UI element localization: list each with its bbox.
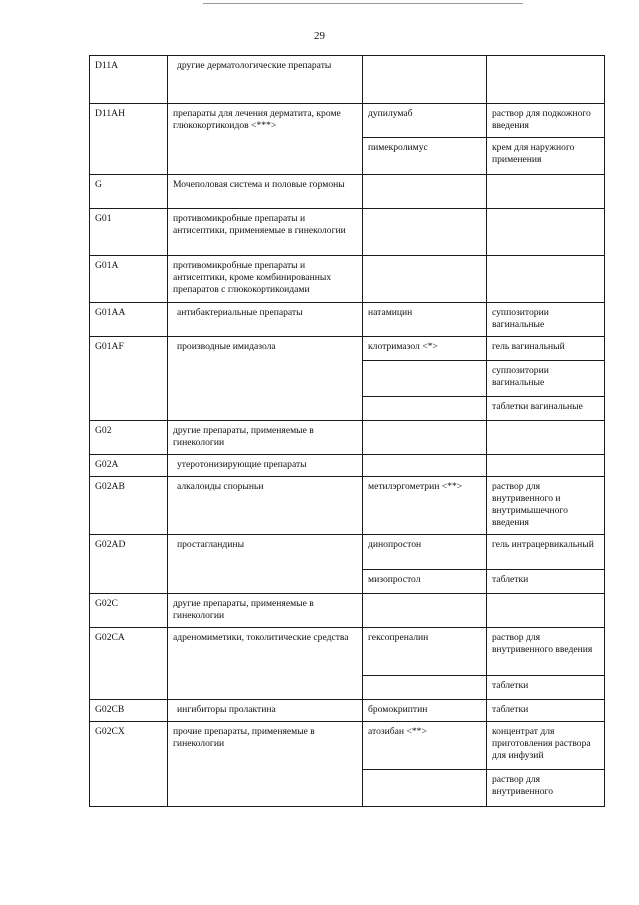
- drug-name-cell: [363, 361, 487, 397]
- atc-code-cell: G02: [90, 421, 168, 455]
- dosage-form-cell: раствор для внутривенного и внутримышечного введения: [487, 477, 605, 535]
- dosage-form-cell: таблетки: [487, 676, 605, 700]
- table-row: [90, 455, 605, 477]
- atc-name-cell: простагландины: [168, 535, 363, 594]
- atc-code-cell: G02CA: [90, 628, 168, 700]
- dosage-form-cell: концентрат для приготовления раствора для инфузий: [487, 722, 605, 770]
- dosage-form-cell: гель вагинальный: [487, 337, 605, 361]
- atc-name-cell: утеротонизирующие препараты: [168, 455, 363, 477]
- drug-name-cell: динопростон: [363, 535, 487, 570]
- atc-name-cell: алкалоиды спорыньи: [168, 477, 363, 535]
- table-row: [90, 722, 605, 770]
- drug-name-cell: гексопреналин: [363, 628, 487, 676]
- table-row: [90, 303, 605, 337]
- atc-code-cell: G02AD: [90, 535, 168, 594]
- table-row: [90, 56, 605, 104]
- atc-code-cell: D11AH: [90, 104, 168, 175]
- atc-code-cell: G02AB: [90, 477, 168, 535]
- atc-name-cell: другие препараты, применяемые в гинекологии: [168, 594, 363, 628]
- table-row: [90, 337, 605, 361]
- dosage-form-cell: раствор для внутривенного введения: [487, 628, 605, 676]
- dosage-form-cell: [487, 56, 605, 104]
- table-row: [90, 628, 605, 676]
- drug-name-cell: дупилумаб: [363, 104, 487, 138]
- drug-name-cell: [363, 209, 487, 256]
- dosage-form-cell: крем для наружного применения: [487, 138, 605, 175]
- drug-name-cell: [363, 175, 487, 209]
- page-number: 29: [314, 30, 325, 42]
- atc-code-cell: G02CB: [90, 700, 168, 722]
- atc-name-cell: препараты для лечения дерматита, кроме глюкокортикоидов <***>: [168, 104, 363, 175]
- dosage-form-cell: таблетки вагинальные: [487, 397, 605, 421]
- atc-code-cell: G01: [90, 209, 168, 256]
- dosage-form-cell: раствор для внутривенного: [487, 770, 605, 807]
- table-row: [90, 421, 605, 455]
- atc-code-cell: G: [90, 175, 168, 209]
- table-row: [90, 256, 605, 303]
- atc-name-cell: ингибиторы пролактина: [168, 700, 363, 722]
- drug-name-cell: клотримазол <*>: [363, 337, 487, 361]
- table-row: [90, 535, 605, 570]
- atc-name-cell: противомикробные препараты и антисептики, кроме комбинированных препаратов с глюкокортикоидами: [168, 256, 363, 303]
- drug-name-cell: [363, 421, 487, 455]
- atc-code-cell: G01AA: [90, 303, 168, 337]
- table-row: [90, 594, 605, 628]
- drug-name-cell: атозибан <**>: [363, 722, 487, 770]
- drug-name-cell: [363, 455, 487, 477]
- table-row: [90, 477, 605, 535]
- dosage-form-cell: [487, 209, 605, 256]
- atc-code-cell: G01AF: [90, 337, 168, 421]
- drug-name-cell: [363, 56, 487, 104]
- dosage-form-cell: таблетки: [487, 700, 605, 722]
- drug-name-cell: метилэргометрин <**>: [363, 477, 487, 535]
- table-row: [90, 700, 605, 722]
- drug-name-cell: [363, 397, 487, 421]
- dosage-form-cell: [487, 175, 605, 209]
- drug-name-cell: мизопростол: [363, 570, 487, 594]
- drug-classification-table: [89, 55, 605, 807]
- drug-name-cell: [363, 594, 487, 628]
- atc-name-cell: противомикробные препараты и антисептики, применяемые в гинекологии: [168, 209, 363, 256]
- atc-code-cell: G02A: [90, 455, 168, 477]
- table-row: [90, 209, 605, 256]
- atc-code-cell: G01A: [90, 256, 168, 303]
- dosage-form-cell: [487, 421, 605, 455]
- drug-name-cell: бромокриптин: [363, 700, 487, 722]
- dosage-form-cell: [487, 256, 605, 303]
- dosage-form-cell: гель интрацервикальный: [487, 535, 605, 570]
- atc-name-cell: производные имидазола: [168, 337, 363, 421]
- atc-name-cell: прочие препараты, применяемые в гинекологии: [168, 722, 363, 807]
- drug-name-cell: натамицин: [363, 303, 487, 337]
- dosage-form-cell: суппозитории вагинальные: [487, 361, 605, 397]
- dosage-form-cell: [487, 594, 605, 628]
- atc-code-cell: G02C: [90, 594, 168, 628]
- atc-code-cell: D11A: [90, 56, 168, 104]
- atc-code-cell: G02CX: [90, 722, 168, 807]
- table-row: [90, 175, 605, 209]
- table-row: [90, 104, 605, 138]
- atc-name-cell: другие препараты, применяемые в гинекологии: [168, 421, 363, 455]
- dosage-form-cell: суппозитории вагинальные: [487, 303, 605, 337]
- atc-name-cell: Мочеполовая система и половые гормоны: [168, 175, 363, 209]
- drug-name-cell: [363, 676, 487, 700]
- atc-name-cell: антибактериальные препараты: [168, 303, 363, 337]
- dosage-form-cell: раствор для подкожного введения: [487, 104, 605, 138]
- dosage-form-cell: таблетки: [487, 570, 605, 594]
- header-rule: [203, 3, 523, 4]
- drug-name-cell: [363, 770, 487, 807]
- drug-name-cell: [363, 256, 487, 303]
- atc-name-cell: другие дерматологические препараты: [168, 56, 363, 104]
- atc-name-cell: адреномиметики, токолитические средства: [168, 628, 363, 700]
- dosage-form-cell: [487, 455, 605, 477]
- drug-name-cell: пимекролимус: [363, 138, 487, 175]
